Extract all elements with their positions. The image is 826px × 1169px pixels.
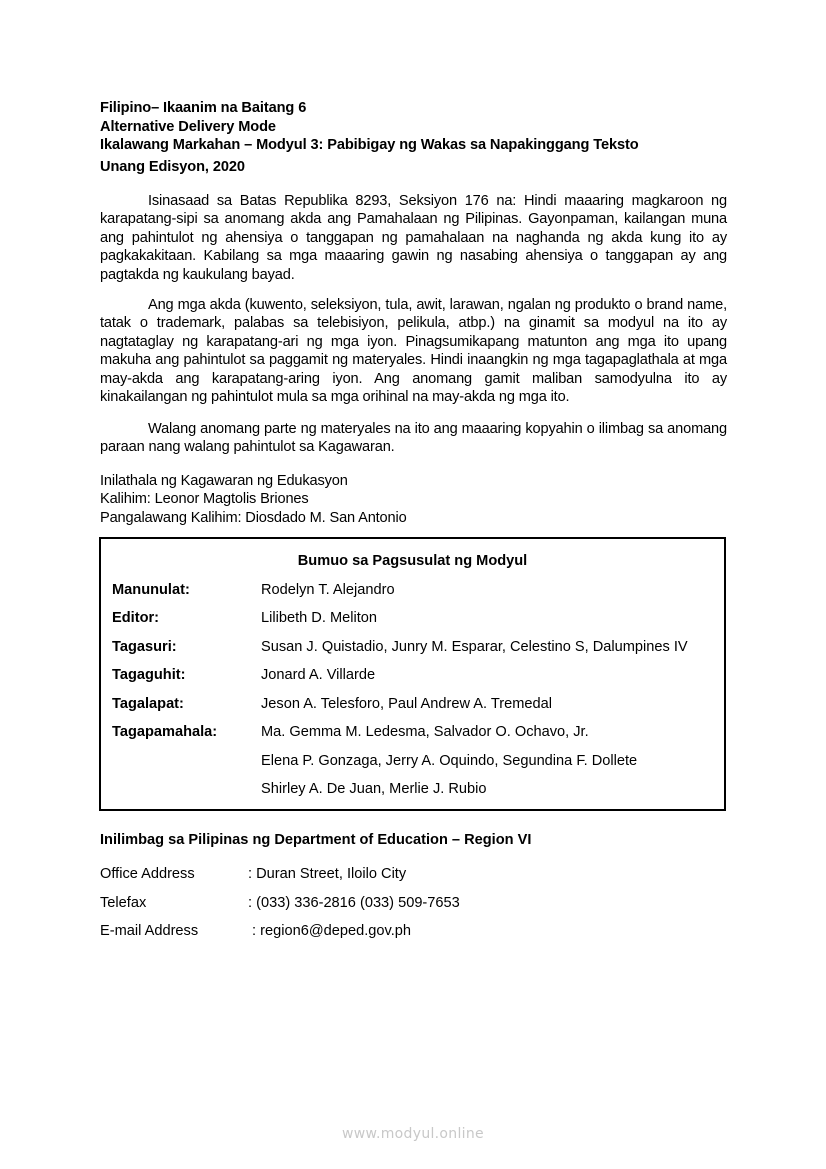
website-watermark: www.modyul.online [342, 1126, 484, 1142]
contact-value: : Duran Street, Iloilo City [248, 866, 407, 882]
module-title: Ikalawang Markahan – Modyul 3: Pabibigay ng Wakas sa Napakinggang Teksto [100, 137, 639, 153]
contact-row-telefax [100, 895, 460, 911]
document-header [100, 99, 727, 176]
credit-names: Rodelyn T. Alejandro [261, 582, 395, 598]
credit-role: Editor: [112, 610, 160, 626]
credit-row [112, 610, 377, 626]
printing-title: Inilimbag sa Pilipinas ng Department of Education – Region VI [100, 832, 532, 848]
credit-role: Tagasuri: [112, 639, 177, 655]
copyright-paragraph-3: Walang anomang parte ng materyales na ito ang maaaring kopyahin o ilimbag sa anomang paraan nang walang pahintulot sa Kagawaran. [100, 421, 727, 456]
contact-row-email [100, 923, 411, 939]
publisher-line: Inilathala ng Kagawaran ng Edukasyon [100, 473, 348, 489]
credit-row [112, 724, 589, 740]
credits-title: Bumuo sa Pagsusulat ng Modyul [297, 553, 528, 569]
credit-names: Lilibeth D. Meliton [261, 610, 377, 626]
contact-value: : (033) 336-2816 (033) 509-7653 [248, 895, 460, 911]
credit-names: Elena P. Gonzaga, Jerry A. Oquindo, Segundina F. Dollete [261, 753, 638, 769]
credit-role: Tagalapat: [112, 696, 184, 712]
credit-role: Manunulat: [112, 582, 190, 598]
contact-label: E-mail Address [100, 923, 199, 939]
credit-role [112, 753, 261, 769]
edition-title: Unang Edisyon, 2020 [100, 158, 245, 175]
credit-row [112, 582, 395, 598]
subject-grade-title: Filipino– Ikaanim na Baitang 6 [100, 100, 307, 116]
credit-row [112, 696, 552, 712]
undersecretary-line: Pangalawang Kalihim: Diosdado M. San Antonio [100, 509, 407, 526]
credits-box [99, 537, 726, 811]
delivery-mode-title: Alternative Delivery Mode [100, 118, 276, 135]
credit-row [112, 753, 637, 769]
credit-role: Tagaguhit: [112, 667, 186, 683]
copyright-paragraph-2: Ang mga akda (kuwento, seleksiyon, tula, awit, larawan, ngalan ng produkto o brand name, tatak o trademark, palabas sa telebisiyon, pelikula, atbp.) na ginamit sa modyul na ito ay nagtataglay ng karapatang-ari ng mga iyon. Pinagsumikapang matunton ang mga ito upang makuha ang pahintulot sa paggamit ng materyales. Hindi inaangkin ng mga tagapaglathala at mga may-akda ang karapatang-aring iyon. Ang anomang gamit maliban samodyulna ito ay kinakailangan ng pahintulot mula sa mga orihinal na may-akda ng mga ito. [100, 297, 727, 406]
credit-names: Ma. Gemma M. Ledesma, Salvador O. Ochavo, Jr. [261, 724, 589, 740]
contact-label: Telefax [100, 895, 147, 911]
contact-value: : region6@deped.gov.ph [248, 923, 412, 939]
secretary-line: Kalihim: Leonor Magtolis Briones [100, 491, 309, 508]
credit-role [112, 781, 261, 797]
credit-names: Susan J. Quistadio, Junry M. Esparar, Celestino S, Dalumpines IV [261, 639, 688, 655]
credit-names: Shirley A. De Juan, Merlie J. Rubio [261, 781, 487, 797]
credit-role: Tagapamahala: [112, 724, 218, 740]
credit-names: Jonard A. Villarde [261, 667, 376, 683]
contact-label: Office Address [100, 866, 195, 882]
credit-row [112, 667, 375, 683]
credit-names: Jeson A. Telesforo, Paul Andrew A. Tremedal [261, 696, 552, 712]
document-page [100, 99, 727, 939]
publisher-info [100, 472, 407, 527]
contact-row-office-address [100, 866, 406, 882]
credit-row [112, 639, 688, 655]
credit-row [112, 781, 487, 797]
copyright-paragraph-1: Isinasaad sa Batas Republika 8293, Seksiyon 176 na: Hindi maaaring magkaroon ng karapatang-sipi sa anomang akda ang Pamahalaan ng Pilipinas. Gayonpaman, kailangan muna ang pahintulot ng ahensiya o tanggapan ng pamahalaan na naghanda ng akda kung ito ay pagkakakitaan. Kabilang sa mga maaaring gawin ng nasabing ahensiya o tanggapan ay ang pagtakda ng kaukulang bayad. [100, 193, 727, 283]
